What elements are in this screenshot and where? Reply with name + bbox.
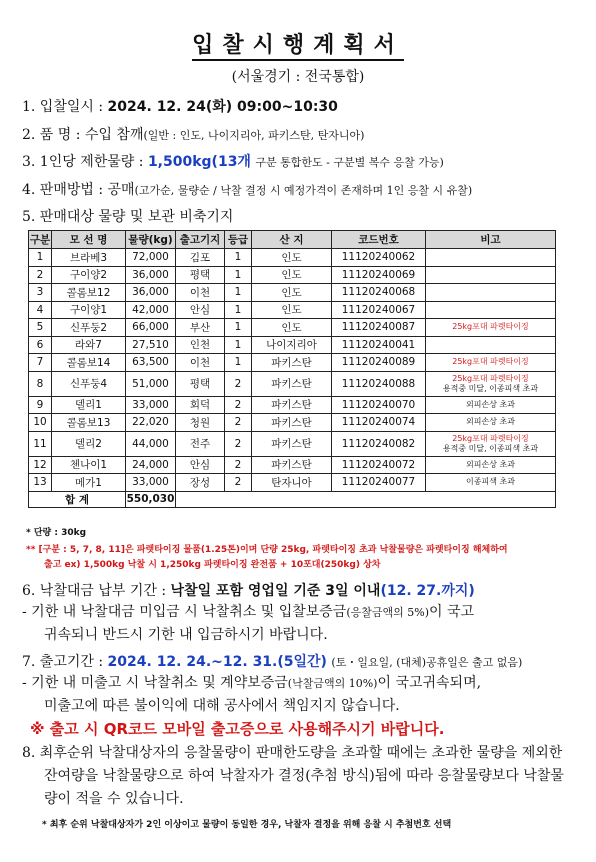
cell-code: 11120240069 [332, 266, 426, 284]
cell-code: 11120240074 [332, 414, 426, 432]
cell-remark [426, 396, 556, 414]
col-header: 모 선 명 [52, 231, 126, 249]
cell-code: 11120240072 [332, 456, 426, 474]
release-detail: (토・일요일, (대체)공휴일은 출고 없음) [331, 656, 523, 669]
table-row [29, 266, 556, 284]
cell-code: 11120240082 [332, 431, 426, 456]
cell-no: 11 [29, 431, 52, 456]
payment-date: (12. 27.까지) [380, 583, 475, 599]
cell-grade: 2 [225, 474, 252, 492]
table-header-row [29, 231, 556, 249]
cell-depot: 김포 [176, 249, 225, 267]
remark-quality: 이종피색 초과 [466, 477, 515, 487]
cell-remark [426, 456, 556, 474]
cell-grade: 2 [225, 371, 252, 396]
cell-ship: 신푸둥2 [52, 319, 126, 337]
item-name-label: 2. 품 명 : [22, 127, 81, 143]
cell-qty: 36,000 [126, 266, 176, 284]
cell-no: 8 [29, 371, 52, 396]
cell-origin: 인도 [252, 301, 332, 319]
cell-origin: 파키스탄 [252, 371, 332, 396]
cell-depot: 안심 [176, 456, 225, 474]
page-subtitle: (서울경기 : 전국통합) [231, 69, 365, 85]
col-header: 산 지 [252, 231, 332, 249]
cell-remark [426, 301, 556, 319]
cell-remark [426, 319, 556, 337]
remark-quality: 외피손상 초과 [466, 459, 515, 469]
table-row [29, 301, 556, 319]
table-total-row [29, 491, 556, 507]
cell-origin: 인도 [252, 319, 332, 337]
limit-rest: 구분 통합한도 - 구분별 복수 응찰 가능) [255, 156, 444, 169]
cell-remark [426, 266, 556, 284]
cell-depot: 회덕 [176, 396, 225, 414]
sale-method-label: 4. 판매방법 : [22, 182, 104, 198]
palletizing-note-line2: 출고 ex) 1,500kg 낙찰 시 1,250kg 파렛타이징 완전품 + 10포대(250kg) 상차 [44, 560, 381, 570]
cell-ship: 라와7 [52, 336, 126, 354]
cell-depot: 청원 [176, 414, 225, 432]
table-row [29, 396, 556, 414]
table-row [29, 336, 556, 354]
section-limit [22, 151, 444, 171]
cell-grade: 1 [225, 284, 252, 302]
cell-qty: 33,000 [126, 396, 176, 414]
cell-origin: 파키스탄 [252, 354, 332, 372]
section-sale-method [22, 179, 472, 199]
table-row [29, 249, 556, 267]
remark-pallet: 25kg포대 파렛타이징 [452, 373, 529, 383]
cell-qty: 33,000 [126, 474, 176, 492]
total-value: 550,030 [126, 493, 175, 505]
cell-ship: 구이양2 [52, 266, 126, 284]
cell-origin: 나이지리아 [252, 336, 332, 354]
cell-code: 11120240087 [332, 319, 426, 337]
section-item-name [22, 124, 364, 144]
cell-depot: 부산 [176, 319, 225, 337]
section-final-bidder: 8. 최후순위 낙찰대상자의 응찰물량이 판매한도량을 초과할 때에는 초과한 물량을 제외한 잔여량을 낙찰물량으로 하여 낙찰자가 결정(추첨 방식)됨에 따라 응찰물량보다 낙찰물량이 적을 수 있습니다. [22, 745, 564, 807]
cell-qty: 22,020 [126, 414, 176, 432]
cell-code: 11120240077 [332, 474, 426, 492]
cell-remark [426, 414, 556, 432]
cell-origin: 인도 [252, 284, 332, 302]
cell-depot: 장성 [176, 474, 225, 492]
cell-remark [426, 431, 556, 456]
cell-ship: 콜롬보13 [52, 414, 126, 432]
cell-no: 7 [29, 354, 52, 372]
item-name-detail: (일반 : 인도, 나이지리아, 파키스탄, 탄자니아) [143, 129, 365, 142]
cell-grade: 1 [225, 301, 252, 319]
cell-no: 1 [29, 249, 52, 267]
cell-qty: 63,500 [126, 354, 176, 372]
table-row [29, 474, 556, 492]
table-row [29, 354, 556, 372]
col-header: 비고 [426, 231, 556, 249]
cell-grade: 1 [225, 319, 252, 337]
cell-qty: 36,000 [126, 284, 176, 302]
cell-depot: 평택 [176, 266, 225, 284]
cell-code: 11120240068 [332, 284, 426, 302]
cell-qty: 24,000 [126, 456, 176, 474]
qr-notice: ※ 출고 시 QR코드 모바일 출고증으로 사용해주시기 바랍니다. [30, 720, 445, 738]
cell-remark [426, 249, 556, 267]
cell-depot: 이천 [176, 284, 225, 302]
palletizing-note-line1: ** [구분 : 5, 7, 8, 11]은 파렛타이징 물품(1.25톤)이며 단량 25kg, 파렛타이징 초과 낙찰물량은 파렛타이징 해체하여 [26, 545, 508, 555]
cell-qty: 27,510 [126, 336, 176, 354]
table-row [29, 319, 556, 337]
cell-code: 11120240062 [332, 249, 426, 267]
cell-no: 5 [29, 319, 52, 337]
cell-ship: 브라베3 [52, 249, 126, 267]
remark-quality: 용적중 미달, 이종피색 초과 [442, 383, 539, 393]
cell-origin: 파키스탄 [252, 456, 332, 474]
cell-grade: 1 [225, 336, 252, 354]
cell-ship: 콜롬보14 [52, 354, 126, 372]
cell-qty: 72,000 [126, 249, 176, 267]
table-row [29, 414, 556, 432]
section-inventory-heading: 5. 판매대상 물량 및 보관 비축기지 [22, 209, 234, 225]
cell-origin: 인도 [252, 266, 332, 284]
remark-pallet: 25kg포대 파렛타이징 [452, 433, 529, 443]
cell-grade: 2 [225, 396, 252, 414]
remark-pallet: 25kg포대 파렛타이징 [452, 357, 529, 367]
cell-remark [426, 371, 556, 396]
cell-grade: 1 [225, 266, 252, 284]
cell-ship: 델리1 [52, 396, 126, 414]
cell-qty: 44,000 [126, 431, 176, 456]
cell-remark [426, 354, 556, 372]
limit-label: 3. 1인당 제한물량 : [22, 154, 144, 170]
cell-no: 3 [29, 284, 52, 302]
page-title: 입찰시행계획서 [0, 28, 596, 59]
cell-qty: 66,000 [126, 319, 176, 337]
cell-origin: 인도 [252, 249, 332, 267]
cell-depot: 전주 [176, 431, 225, 456]
cell-origin: 파키스탄 [252, 414, 332, 432]
bid-datetime-value: 2024. 12. 24(화) 09:00~10:30 [107, 99, 338, 115]
remark-pallet: 25kg포대 파렛타이징 [452, 322, 529, 332]
release-warning: - 기한 내 미출고 시 낙찰취소 및 계약보증금(낙찰금액의 10%)이 국고귀속되며, 미출고에 따른 불이익에 대해 공사에서 책임지지 않습니다. [22, 675, 482, 714]
cell-no: 4 [29, 301, 52, 319]
cell-origin: 탄자니아 [252, 474, 332, 492]
table-row [29, 284, 556, 302]
payment-value: 낙찰일 포함 영업일 기준 3일 이내 [170, 583, 381, 599]
cell-qty: 42,000 [126, 301, 176, 319]
table-row [29, 431, 556, 456]
release-value: 2024. 12. 24.~12. 31.(5일간) [107, 654, 327, 670]
cell-code: 11120240041 [332, 336, 426, 354]
payment-label: 6. 낙찰대금 납부 기간 : [22, 583, 167, 599]
cell-no: 6 [29, 336, 52, 354]
cell-qty: 51,000 [126, 371, 176, 396]
cell-depot: 평택 [176, 371, 225, 396]
total-label: 합 계 [29, 491, 126, 507]
bid-datetime-label: 1. 입찰일시 : [22, 99, 104, 115]
cell-no: 2 [29, 266, 52, 284]
cell-no: 9 [29, 396, 52, 414]
payment-warning: - 기한 내 낙찰대금 미입금 시 낙찰취소 및 입찰보증금(응찰금액의 5%)이 국고 귀속되니 반드시 기한 내 입금하시기 바랍니다. [22, 604, 475, 643]
section-bid-datetime [22, 96, 338, 116]
cell-ship: 메가1 [52, 474, 126, 492]
cell-code: 11120240088 [332, 371, 426, 396]
cell-depot: 인천 [176, 336, 225, 354]
remark-quality: 용적중 미달, 이종피색 초과 [442, 443, 539, 453]
cell-grade: 1 [225, 249, 252, 267]
sale-method-detail: (고가순, 물량순 / 낙찰 결정 시 예정가격이 존재하며 1인 응찰 시 유찰) [134, 184, 473, 197]
col-header: 물량(kg) [126, 231, 176, 249]
cell-ship: 델리2 [52, 431, 126, 456]
cell-code: 11120240089 [332, 354, 426, 372]
cell-depot: 이천 [176, 354, 225, 372]
cell-depot: 안심 [176, 301, 225, 319]
cell-no: 13 [29, 474, 52, 492]
cell-origin: 파키스탄 [252, 431, 332, 456]
cell-grade: 2 [225, 431, 252, 456]
cell-origin: 파키스탄 [252, 396, 332, 414]
cell-code: 11120240067 [332, 301, 426, 319]
item-name-value: 수입 참깨 [84, 127, 144, 143]
section-release-period [22, 651, 522, 671]
col-header: 코드번호 [332, 231, 426, 249]
cell-ship: 콜롬보12 [52, 284, 126, 302]
draw-number-note: * 최후 순위 낙찰대상자가 2인 이상이고 물량이 동일한 경우, 낙찰자 결정을 위해 응찰 시 추첨번호 선택 [42, 820, 452, 830]
col-header: 구분 [29, 231, 52, 249]
cell-code: 11120240070 [332, 396, 426, 414]
sale-method-value: 공매 [107, 182, 135, 198]
cell-ship: 첸나이1 [52, 456, 126, 474]
remark-quality: 외피손상 초과 [466, 417, 515, 427]
limit-value: 1,500kg(13개 [147, 154, 251, 170]
col-header: 등급 [225, 231, 252, 249]
col-header: 출고기지 [176, 231, 225, 249]
cell-grade: 1 [225, 354, 252, 372]
remark-quality: 외피손상 초과 [466, 399, 515, 409]
section-payment-period [22, 580, 475, 600]
cell-grade: 2 [225, 414, 252, 432]
cell-no: 10 [29, 414, 52, 432]
cell-ship: 신푸둥4 [52, 371, 126, 396]
cell-no: 12 [29, 456, 52, 474]
table-row [29, 371, 556, 396]
unit-weight-note: * 단량 : 30kg [26, 528, 87, 538]
release-label: 7. 출고기간 : [22, 654, 104, 670]
cell-grade: 2 [225, 456, 252, 474]
cell-remark [426, 284, 556, 302]
cell-remark [426, 336, 556, 354]
table-row [29, 456, 556, 474]
cell-remark [426, 474, 556, 492]
inventory-table [28, 230, 556, 508]
cell-ship: 구이양1 [52, 301, 126, 319]
